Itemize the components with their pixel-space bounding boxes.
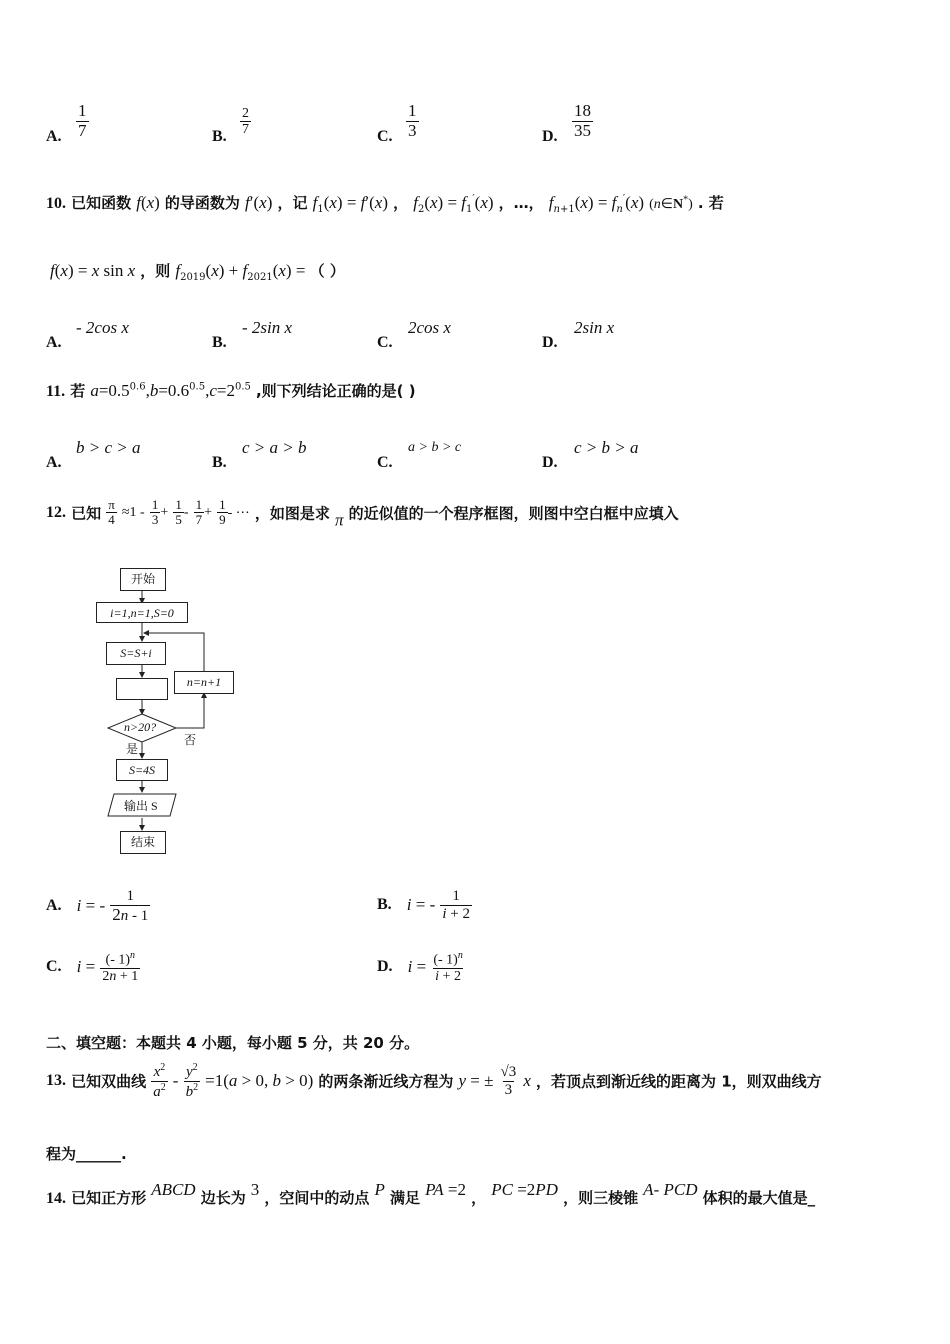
q12-option-a: A. i = - $\frac{1}{2n - 1}$ [46, 888, 149, 924]
q9-option-d-fraction: $\frac{18}{35}$ [574, 101, 591, 140]
flow-blank-box [116, 678, 168, 700]
q10-line2: f(x) = x sin x ，则 $f_{2019}(x) + f_{2021}(x)$ = （ ） [50, 261, 345, 284]
q14-stem: 14. 已知正方形 ABCD 边长为 3 ，空间中的动点 P 满足 PA =2 ， PC =2PD ，则三棱锥 A- PCD 体积的最大值是_ [46, 1180, 816, 1207]
q9-option-a-fraction: $\frac{1}{7}$ [78, 101, 87, 140]
flow-end: 结束 [120, 831, 166, 854]
q9-option-b-fraction: $\frac{2}{7}$ [242, 106, 249, 138]
q9-options [46, 100, 906, 150]
flow-condition: n>20? [124, 720, 157, 734]
q10-line1: 10. 已知函数 f(x) 的导函数为 f′(x) ，记 $f_1(x) = f'(x)$ ， $f_2(x) = f_1'(x)$ ，…， $f_{n+1}(x) = f_n'(x)$ (n∈N*) . 若 [46, 193, 724, 216]
flow-step: S=S+i [106, 642, 166, 665]
q10-options: A. - 2cos x B. - 2sin x C. 2cos x D. 2sin x [46, 318, 615, 351]
flow-output: 输出 S [124, 799, 158, 813]
q13-line2: 程为______. [46, 1145, 127, 1163]
flow-increment: n=n+1 [174, 671, 234, 694]
flow-start: 开始 [120, 568, 166, 591]
q11-stem: 11. 若 $a=0.5^{0.6},b=0.6^{0.5},c=2^{0.5}$ ,则下列结论正确的是( ) [46, 381, 416, 400]
flow-no: 否 [184, 733, 197, 747]
q13-line1: 13. 已知双曲线 $\frac{x^2}{a^2}$ - $\frac{y^2}{b^2}$ =1(a > 0, b > 0) 的两条渐近线方程为 y = ± $\frac{√3}{3}$ x ，若顶点到渐近线的距离为 1，则双曲线方 [46, 1062, 822, 1100]
q9-option-c-label: C. [377, 128, 393, 145]
section-2-heading: 二、填空题：本题共 4 小题，每小题 5 分，共 20 分。 [46, 1034, 420, 1052]
q12-flowchart [90, 560, 250, 860]
q12-option-c: C. i = $\frac{(- 1)^n}{2n + 1}$ [46, 950, 139, 985]
q9-option-b-label: B. [212, 128, 227, 145]
q9-option-a-label: A. [46, 128, 62, 145]
q12-stem: 12. 已知 $\frac{\pi}{4}$ ≈1 - $\frac{1}{3}$ + $\frac{1}{5}$ - $\frac{1}{7}$ + $\frac{1}{9}$ - ⋯ ，如图是求 π 的近似值的一个程序框图，则图中空白框中应填入 [46, 497, 679, 530]
q12-option-b: B. i = - $\frac{1}{i + 2}$ [377, 888, 470, 922]
q9-option-c-fraction: $\frac{1}{3}$ [408, 101, 417, 140]
flow-yes: 是 [126, 742, 139, 756]
q9-option-d-label: D. [542, 128, 558, 145]
flow-multiply: S=4S [116, 759, 168, 781]
q12-option-d: D. i = $\frac{(- 1)^n}{i + 2}$ [377, 950, 463, 985]
flow-init: i=1,n=1,S=0 [96, 602, 188, 623]
q11-options: A. b > c > a B. c > a > b C. a > b > c D. c > b > a [46, 438, 639, 471]
